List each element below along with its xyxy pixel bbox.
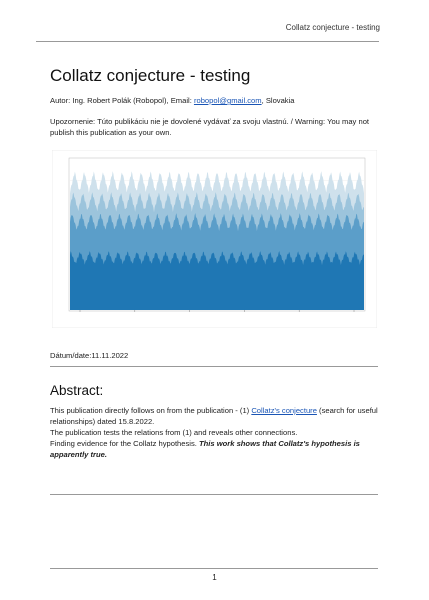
collatz-publication-link[interactable]: Collatz's conjecture [251, 406, 317, 415]
page-number: 1 [212, 573, 217, 582]
abstract-p3-plain: Finding evidence for the Collatz hypothesis. [50, 439, 200, 448]
header-rule [36, 41, 379, 42]
date-line: Dátum/date:11.11.2022 [50, 351, 129, 360]
abstract-paragraph-3 [50, 438, 380, 460]
abstract-p1-start: This publication directly follows on from the publication - (1) [50, 406, 252, 415]
footer-rule [50, 568, 378, 569]
figure-chart [52, 150, 377, 328]
email-link[interactable]: robopol@gmail.com [193, 96, 262, 105]
author-suffix: , Slovakia [261, 96, 295, 105]
abstract-paragraph-1 [50, 405, 380, 427]
author-line [50, 95, 380, 106]
warning-text: Upozornenie: Túto publikáciu nie je dovolené vydávať za svoju vlastnú. / Warning: You may not publish this publication as your own. [50, 117, 370, 137]
date-rule [50, 366, 378, 367]
abstract-p1-end: (search for useful relationships) dated 15.8.2022. [50, 406, 378, 426]
page-title: Collatz conjecture - testing [50, 66, 251, 85]
author-prefix: Autor: Ing. Robert Polák (Robopol), Email: [50, 96, 194, 105]
abstract-heading: Abstract: [50, 383, 104, 398]
running-header: Collatz conjecture - testing [285, 23, 380, 32]
abstract-paragraph-2: The publication tests the relations from (1) and reveals other connections. [50, 428, 298, 437]
abstract-p3-emphasis: This work shows that Collatz's hypothesis is apparently true. [50, 439, 360, 459]
abstract-rule [50, 494, 378, 495]
chart-bands [70, 171, 364, 310]
